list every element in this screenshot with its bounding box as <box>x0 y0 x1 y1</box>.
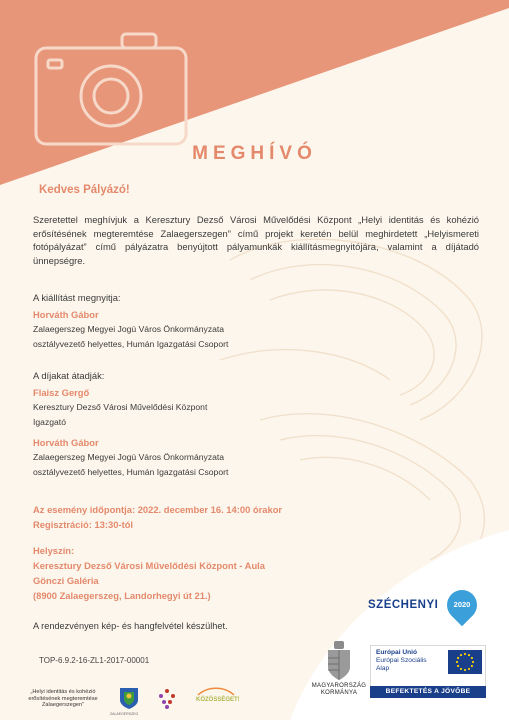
kozosseg-logo-arc <box>196 686 236 696</box>
venue-line2: Gönczi Galéria <box>33 575 99 586</box>
government-label <box>304 683 374 697</box>
eu-star <box>468 668 470 670</box>
intro-paragraph: Szeretettel meghívjuk a Keresztury Dezső Városi Művelődési Központ „Helyi identitás és kohézió erősítésének megteremtése Zalaegerszegen” című projekt keretén belül meghirdetett „Helyismereti fotópályázat” című pályázatra benyújtott pályamunkák kiállításmegnyitójára, valamint a díjátadó ünnepségre. <box>33 214 479 266</box>
eu-star <box>457 657 459 659</box>
eu-star <box>460 668 462 670</box>
opening-line1: Zalaegerszeg Megyei Jogú Város Önkormányzata <box>33 324 225 334</box>
eu-star <box>468 654 470 656</box>
eu-star <box>464 669 466 671</box>
award-person1-name: Flaisz Gergő <box>33 387 90 398</box>
event-time: Az esemény időpontja: 2022. december 16. 14:00 órakor <box>33 504 283 515</box>
event-registration: Regisztráció: 13:30-tól <box>33 519 134 530</box>
government-line1: MAGYARORSZÁG <box>311 683 367 689</box>
szechenyi-year: 2020 <box>453 600 471 609</box>
award-person1-line2: Igazgató <box>33 417 66 427</box>
award-person2-line1: Zalaegerszeg Megyei Jogú Város Önkormányzata <box>33 452 225 462</box>
project-code: TOP-6.9.2-16-ZL1-2017-00001 <box>39 656 150 665</box>
eu-star <box>457 665 459 667</box>
eu-star <box>456 661 458 663</box>
award-person2-name: Horváth Gábor <box>33 437 99 448</box>
eu-star <box>464 653 466 655</box>
eu-star <box>471 657 473 659</box>
szechenyi-logo-text: SZÉCHENYI <box>368 599 439 611</box>
opening-line2: osztályvezető helyettes, Humán Igazgatási Csoport <box>33 339 229 349</box>
eu-star <box>460 654 462 656</box>
venue-line1: Keresztury Dezső Városi Művelődési Központ - Aula <box>33 560 265 571</box>
zalaegerszeg-label: ZALAEGERSZEG <box>110 712 139 716</box>
kozosseg-logo-text: KÖZÖSSÉGET! <box>196 697 240 703</box>
recording-note: A rendezvényen kép- és hangfelvétel készülhet. <box>33 621 228 631</box>
opening-name: Horváth Gábor <box>33 309 99 320</box>
vmk-dots-logo <box>156 687 178 709</box>
eu-star <box>471 665 473 667</box>
government-line2: KORMÁNYA <box>320 690 358 696</box>
awards-lead: A díjakat átadják: <box>33 370 105 381</box>
eu-logo-box <box>370 645 486 687</box>
project-quote: „Helyi identitás és kohézió erősítésének megteremtése Zalaegerszegen” <box>28 689 98 709</box>
eu-line2: Európai Szociális <box>376 657 427 664</box>
award-person2-line2: osztályvezető helyettes, Humán Igazgatási Csoport <box>33 467 229 477</box>
opening-block <box>33 291 228 352</box>
greeting: Kedves Pályázó! <box>39 184 130 196</box>
eu-line3: Alap <box>376 665 390 672</box>
eu-text <box>376 649 427 673</box>
opening-lead: A kiállítást megnyitja: <box>33 292 121 303</box>
zalaegerszeg-crest-logo <box>118 686 140 710</box>
venue-line3: (8900 Zalaegerszeg, Landorhegyi út 21.) <box>33 590 211 601</box>
eu-banner: BEFEKTETÉS A JÖVŐBE <box>370 686 486 698</box>
event-block <box>33 502 282 532</box>
page-title: MEGHÍVÓ <box>192 143 317 164</box>
awards-block <box>33 369 228 480</box>
eu-star <box>472 661 474 663</box>
award-person1-line1: Keresztury Dezső Városi Művelődési Központ <box>33 402 208 412</box>
eu-line1: Európai Unió <box>376 649 418 656</box>
venue-block <box>33 543 265 603</box>
hungarian-coat-of-arms-icon <box>325 641 353 681</box>
venue-label: Helyszín: <box>33 545 75 556</box>
eu-flag-icon <box>448 650 482 674</box>
